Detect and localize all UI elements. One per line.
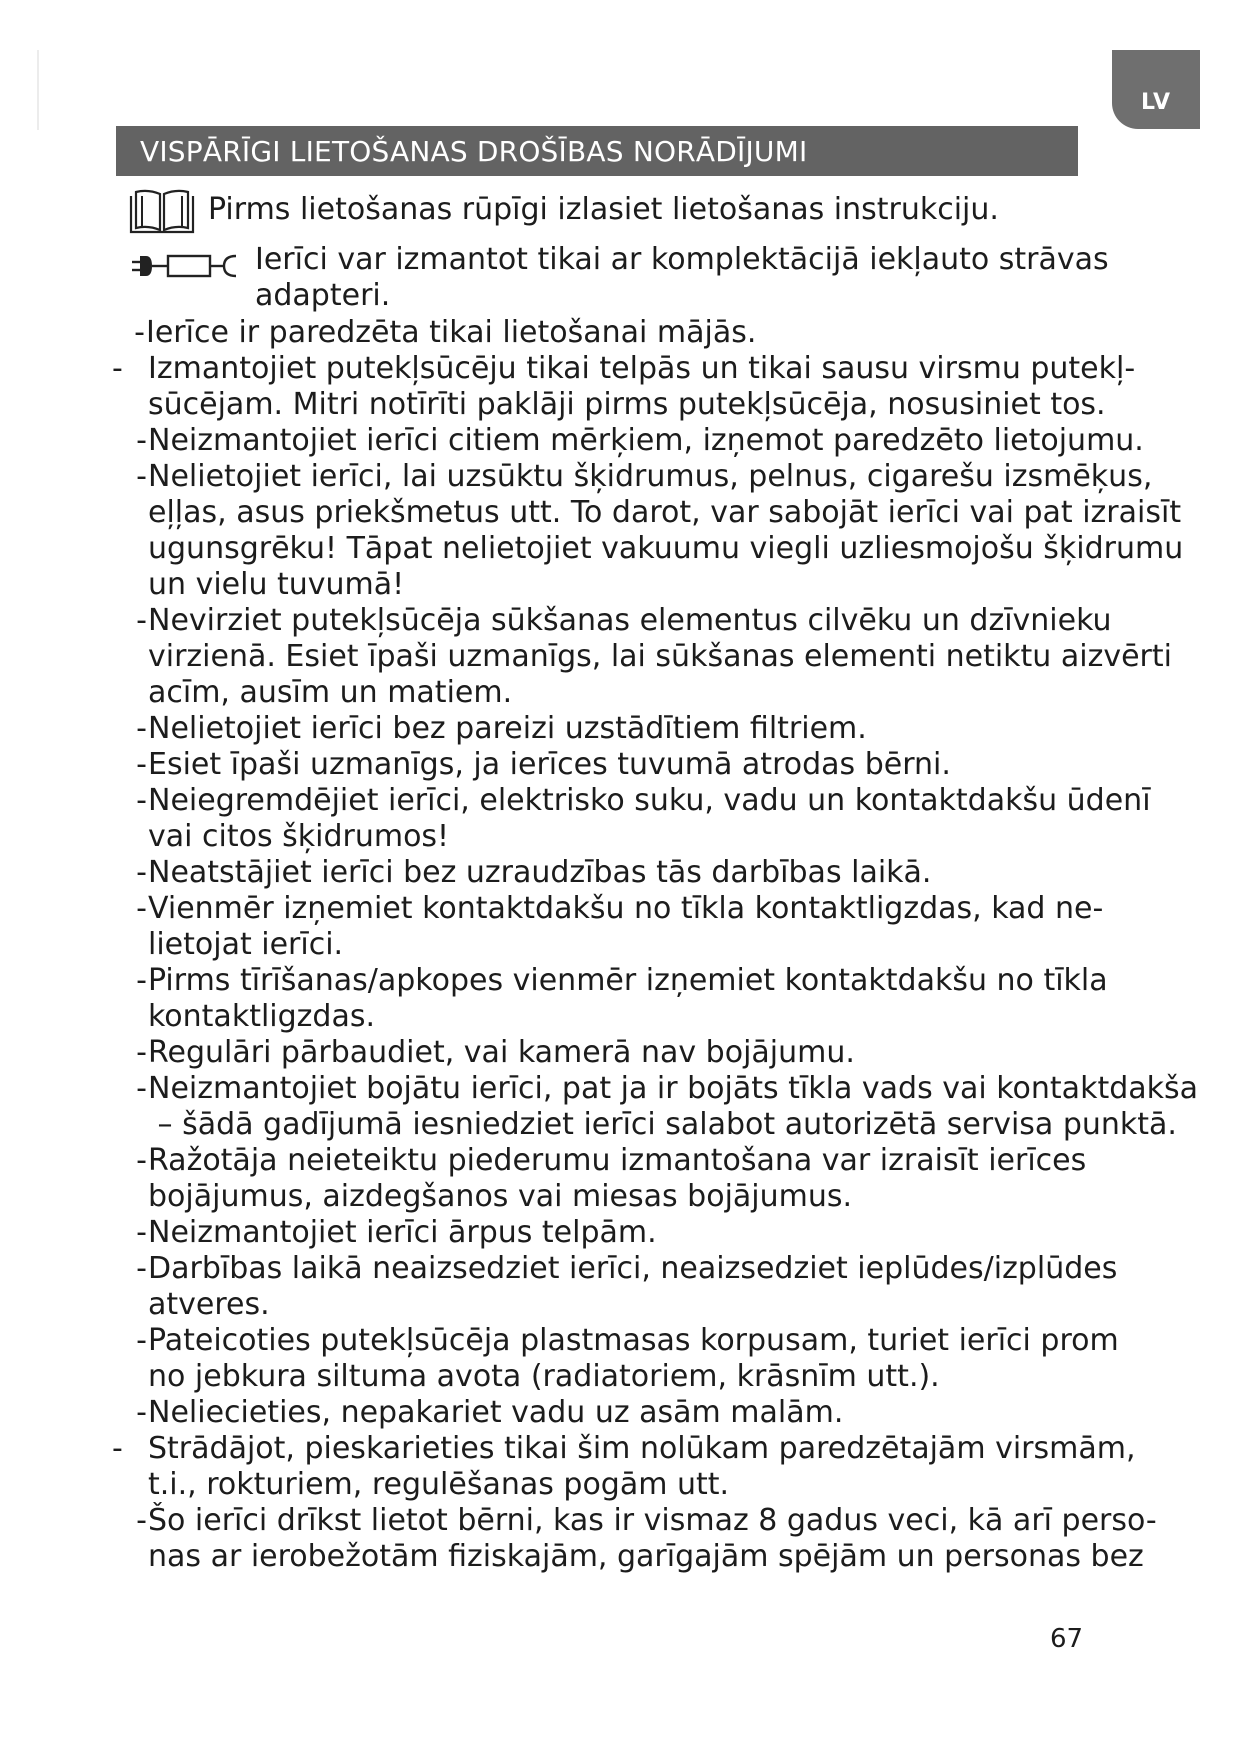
item-line: Ražotāja neieteiktu piederumu izmantošana var izraisīt ierīces <box>148 1143 1087 1178</box>
list-bullet: - <box>134 315 145 350</box>
item-line: bojājumus, aizdegšanos vai miesas bojājumus. <box>148 1179 853 1214</box>
list-bullet: - <box>136 423 147 458</box>
list-item <box>116 1323 1119 1395</box>
list-item <box>112 351 1136 423</box>
list-item <box>116 1251 1116 1323</box>
item-line: lietojat ierīci. <box>148 927 344 962</box>
list-item <box>116 315 1116 351</box>
list-item <box>116 711 1116 747</box>
list-item <box>116 1395 1116 1431</box>
list-bullet: - <box>112 351 123 386</box>
item-line: nas ar ierobežotām fiziskajām, garīgajām spējām un personas bez <box>148 1539 1144 1574</box>
list-bullet: - <box>136 1143 147 1178</box>
list-item <box>116 1215 1116 1251</box>
safety-list <box>112 315 1199 1575</box>
list-bullet: - <box>136 1323 147 1358</box>
list-bullet: - <box>136 459 147 494</box>
list-item <box>116 1143 1116 1215</box>
item-line: Nelietojiet ierīci, lai uzsūktu šķidrumus, pelnus, cigarešu izsmēķus, <box>148 459 1153 494</box>
list-bullet: - <box>136 603 147 638</box>
list-item <box>116 783 1151 855</box>
section-header <box>116 126 1078 176</box>
item-line: vai citos šķidrumos! <box>148 819 450 854</box>
item-line: atveres. <box>148 1287 270 1322</box>
item-line: – šādā gadījumā iesniedziet ierīci salabot autorizētā servisa punktā. <box>148 1107 1177 1142</box>
item-line: Neizmantojiet ierīci ārpus telpām. <box>148 1215 657 1250</box>
item-line: sūcējam. Mitri notīrīti paklāji pirms putekļsūcēja, nosusiniet tos. <box>148 387 1106 422</box>
list-item <box>116 1503 1157 1575</box>
margin-rule <box>37 50 39 130</box>
list-item <box>116 1035 1116 1071</box>
language-tab <box>1112 50 1200 129</box>
list-item <box>116 423 1144 459</box>
list-bullet: - <box>112 1431 123 1466</box>
item-line: kontaktligzdas. <box>148 999 376 1034</box>
list-bullet: - <box>136 1035 147 1070</box>
power-adapter-icon <box>128 252 240 280</box>
item-line: Pateicoties putekļsūcēja plastmasas korpusam, turiet ierīci prom <box>148 1323 1119 1358</box>
list-bullet: - <box>136 855 147 890</box>
list-bullet: - <box>136 1251 147 1286</box>
intro-line: adapteri. <box>255 278 391 313</box>
list-item <box>116 855 1116 891</box>
list-item <box>116 603 1172 711</box>
item-line: Esiet īpaši uzmanīgs, ja ierīces tuvumā atrodas bērni. <box>148 747 951 782</box>
list-item <box>116 459 1184 603</box>
item-line: un vielu tuvumā! <box>148 567 405 602</box>
page-number: 67 <box>1050 1624 1084 1654</box>
item-line: Neatstājiet ierīci bez uzraudzības tās darbības laikā. <box>148 855 932 890</box>
item-line: Vienmēr izņemiet kontaktdakšu no tīkla kontaktligzdas, kad ne- <box>148 891 1104 926</box>
item-line: no jebkura siltuma avota (radiatoriem, krāsnīm utt.). <box>148 1359 940 1394</box>
list-bullet: - <box>136 711 147 746</box>
list-bullet: - <box>136 1395 147 1430</box>
item-line: Nevirziet putekļsūcēja sūkšanas elementus cilvēku un dzīvnieku <box>148 603 1112 638</box>
item-line: eļļas, asus priekšmetus utt. To darot, var sabojāt ierīci vai pat izraisīt <box>148 495 1182 530</box>
list-item <box>116 963 1116 1035</box>
language-code: LV <box>1140 90 1171 115</box>
item-line: acīm, ausīm un matiem. <box>148 675 513 710</box>
item-line: Neiegremdējiet ierīci, elektrisko suku, vadu un kontaktdakšu ūdenī <box>148 783 1151 818</box>
item-line: Neizmantojiet ierīci citiem mērķiem, izņemot paredzēto lietojumu. <box>148 423 1144 458</box>
list-bullet: - <box>136 1071 147 1106</box>
list-item <box>116 891 1116 963</box>
list-bullet: - <box>136 1215 147 1250</box>
item-line: t.i., rokturiem, regulēšanas pogām utt. <box>148 1467 730 1502</box>
list-bullet: - <box>136 891 147 926</box>
item-line: Pirms tīrīšanas/apkopes vienmēr izņemiet kontaktdakšu no tīkla <box>148 963 1108 998</box>
list-bullet: - <box>136 963 147 998</box>
list-item <box>112 1431 1136 1503</box>
item-line: ugunsgrēku! Tāpat nelietojiet vakuumu viegli uzliesmojošu šķidrumu <box>148 531 1184 566</box>
item-line: Nelietojiet ierīci bez pareizi uzstādītiem filtriem. <box>148 711 867 746</box>
item-line: Darbības laikā neaizsedziet ierīci, neaizsedziet ieplūdes/izplūdes <box>148 1251 1118 1286</box>
item-line: Strādājot, pieskarieties tikai šim nolūkam paredzētajām virsmām, <box>148 1431 1136 1466</box>
item-line: Regulāri pārbaudiet, vai kamerā nav bojājumu. <box>148 1035 855 1070</box>
list-bullet: - <box>136 783 147 818</box>
intro-line: Ierīci var izmantot tikai ar komplektācijā iekļauto strāvas <box>255 242 1109 277</box>
item-line: Neliecieties, nepakariet vadu uz asām malām. <box>148 1395 844 1430</box>
section-title: VISPĀRĪGI LIETOŠANAS DROŠĪBAS NORĀDĪJUMI <box>140 134 808 168</box>
item-line: virzienā. Esiet īpaši uzmanīgs, lai sūkšanas elementi netiktu aizvērti <box>148 639 1172 674</box>
list-item <box>116 747 1116 783</box>
list-bullet: - <box>136 1503 147 1538</box>
item-line: Ierīce ir paredzēta tikai lietošanai mājās. <box>146 315 757 350</box>
intro-line: Pirms lietošanas rūpīgi izlasiet lietošanas instrukciju. <box>208 192 999 227</box>
list-item <box>116 1071 1199 1143</box>
item-line: Šo ierīci drīkst lietot bērni, kas ir vismaz 8 gadus veci, kā arī perso- <box>148 1503 1157 1538</box>
list-bullet: - <box>136 747 147 782</box>
item-line: Izmantojiet putekļsūcēju tikai telpās un tikai sausu virsmu putekļ- <box>148 351 1136 386</box>
item-line: Neizmantojiet bojātu ierīci, pat ja ir bojāts tīkla vads vai kontaktdakša <box>148 1071 1199 1106</box>
manual-book-icon <box>128 188 196 238</box>
